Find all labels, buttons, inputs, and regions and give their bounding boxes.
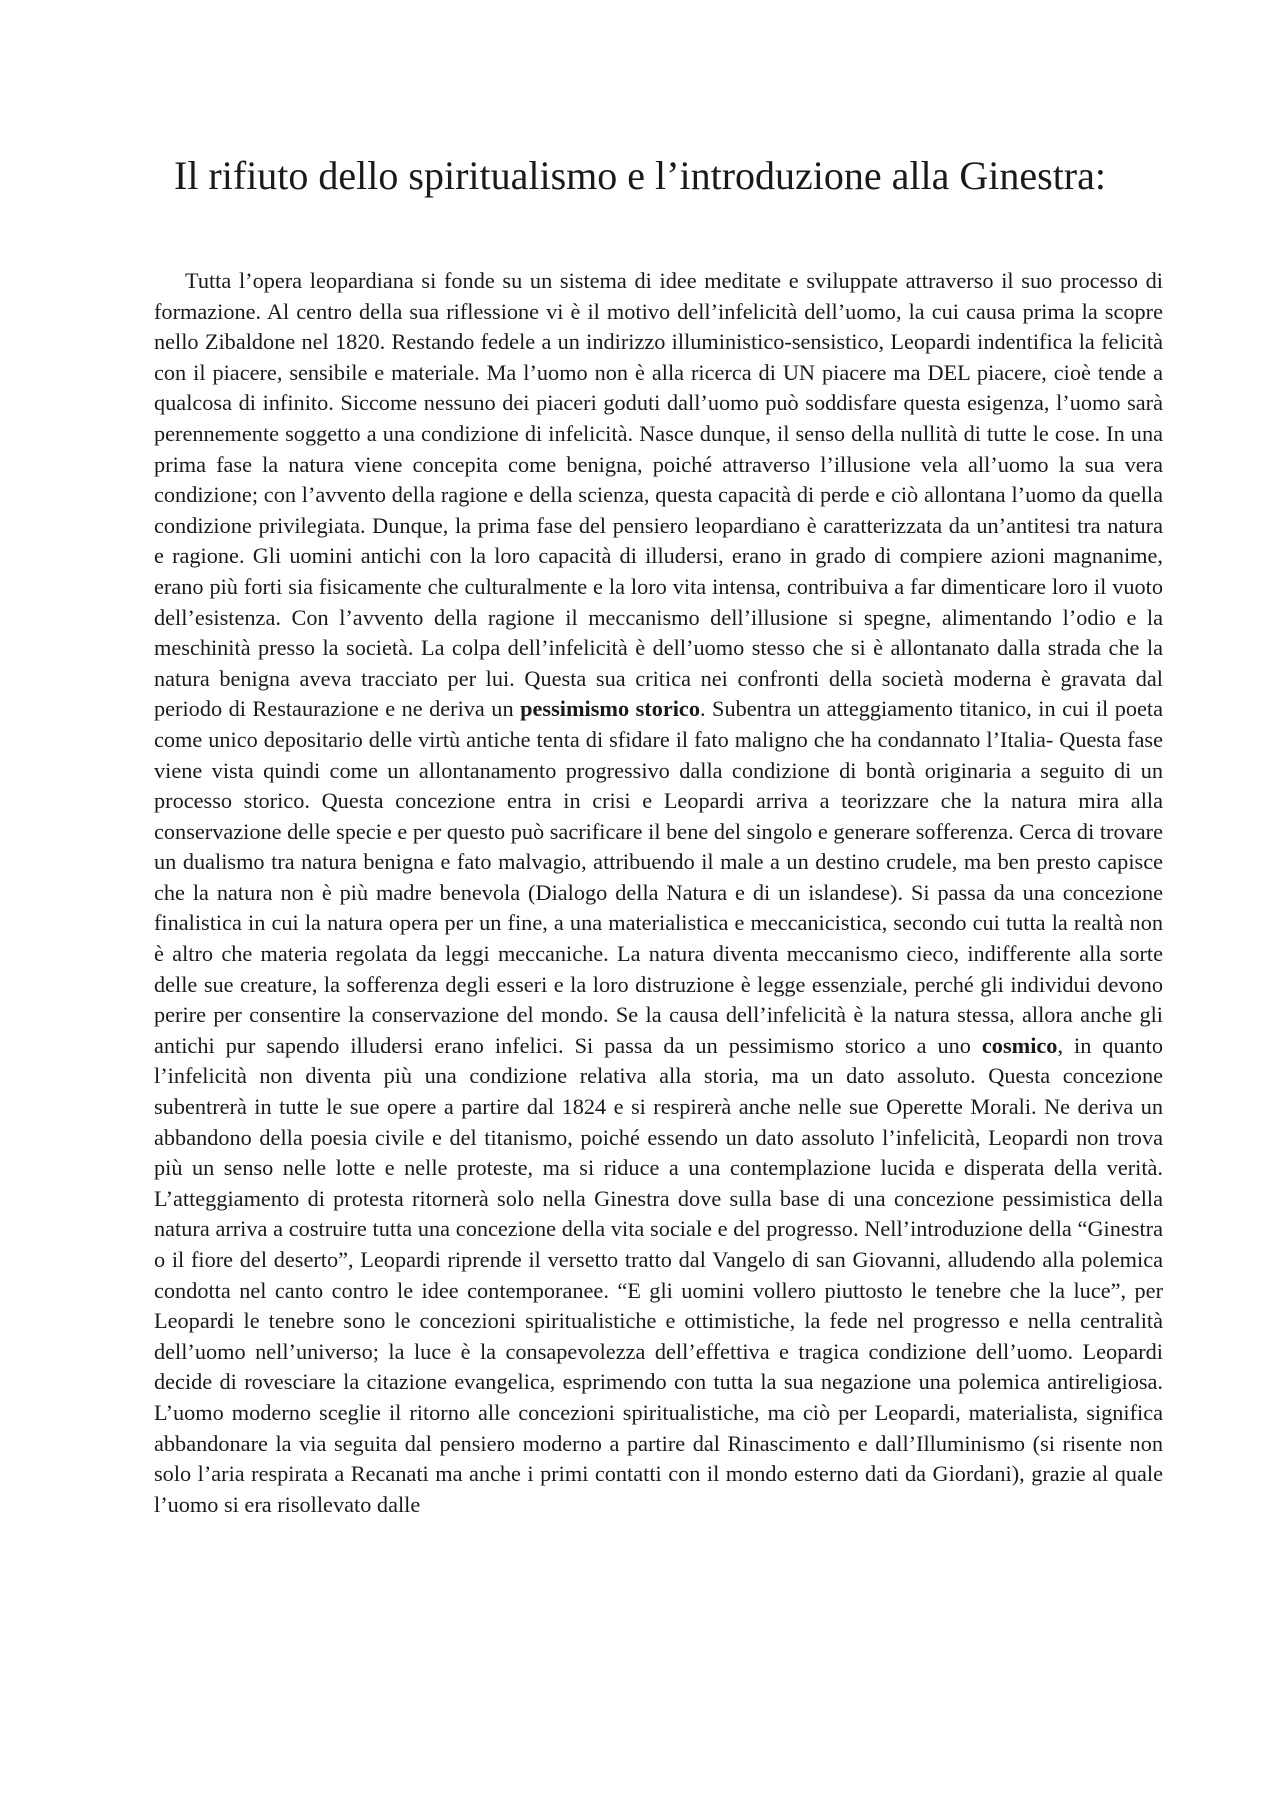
paragraph-text-part-1: Tutta l’opera leopardiana si fonde su un sistema di idee meditate e sviluppate attraverso il suo processo di formazione. Al centro della sua riflessione vi è il motivo dell’infelicità dell’uomo, la cui causa prima la scopre nello Zibaldone nel 1820. Restando fedele a un indirizzo illuministico-sensistico, Leopardi indentifica la felicità con il piacere, sensibile e materiale. Ma l’uomo non è alla ricerca di UN piacere ma DEL piacere, cioè tende a qualcosa di infinito. Siccome nessuno dei piaceri goduti dall’uomo può soddisfare questa esigenza, l’uomo sarà perennemente soggetto a una condizione di infelicità. Nasce dunque, il senso della nullità di tutte le cose. In una prima fase la natura viene concepita come benigna, poiché attraverso l’illusione vela all’uomo la sua vera condizione; con l’avvento della ragione e della scienza, questa capacità di perde e ciò allontana l’uomo da quella condizione privilegiata. Dunque, la prima fase del pensiero leopardiano è caratterizzata da un’antitesi tra natura e ragione. Gli uomini antichi con la loro capacità di illudersi, erano in grado di compiere azioni magnanime, erano più forti sia fisicamente che culturalmente e la loro vita intensa, contribuiva a far dimenticare loro il vuoto dell’esistenza. Con l’avvento della ragione il meccanismo dell’illusione si spegne, alimentando l’odio e la meschinità presso la società. La colpa dell’infelicità è dell’uomo stesso che si è allontanato dalla strada che la natura benigna aveva tracciato per lui. Questa sua critica nei confronti della società moderna è gravata dal periodo di Restaurazione e ne deriva un: [154, 268, 1163, 722]
bold-term-pessimismo-storico: pessimismo storico: [520, 696, 700, 722]
bold-term-cosmico: cosmico: [981, 1032, 1058, 1058]
body-paragraph: [154, 266, 1163, 1520]
page-title: Il rifiuto dello spiritualismo e l’introduzione alla Ginestra:: [174, 153, 1106, 198]
paragraph-text-part-2: . Subentra un atteggiamento titanico, in cui il poeta come unico depositario delle virtù antiche tenta di sfidare il fato maligno che ha condannato l’Italia- Questa fase viene vista quindi come un allontanamento progressivo dalla condizione di bontà originaria a seguito di un processo storico. Questa concezione entra in crisi e Leopardi arriva a teorizzare che la natura mira alla conservazione delle specie e per questo può sacrificare il bene del singolo e generare sofferenza. Cerca di trovare un dualismo tra natura benigna e fato malvagio, attribuendo il male a un destino crudele, ma ben presto capisce che la natura non è più madre benevola (Dialogo della Natura e di un islandese). Si passa da una concezione finalistica in cui la natura opera per un fine, a una materialistica e meccanicistica, secondo cui tutta la realtà non è altro che materia regolata da leggi meccaniche. La natura diventa meccanismo cieco, indifferente alla sorte delle sue creature, la sofferenza degli esseri e la loro distruzione è legge essenziale, perché gli individui devono perire per consentire la conservazione del mondo. Se la causa dell’infelicità è la natura stessa, allora anche gli antichi pur sapendo illudersi erano infelici. Si passa da un pessimismo storico a uno: [154, 696, 1163, 1058]
paragraph-text-part-3: , in quanto l’infelicità non diventa più una condizione relativa alla storia, ma un dato assoluto. Questa concezione subentrerà in tutte le sue opere a partire dal 1824 e si respirerà anche nelle sue Operette Morali. Ne deriva un abbandono della poesia civile e del titanismo, poiché essendo un dato assoluto l’infelicità, Leopardi non trova più un senso nelle lotte e nelle proteste, ma si riduce a una contemplazione lucida e disperata della verità. L’atteggiamento di protesta ritornerà solo nella Ginestra dove sulla base di una concezione pessimistica della natura arriva a costruire tutta una concezione della vita sociale e del progresso. Nell’introduzione della “Ginestra o il fiore del deserto”, Leopardi riprende il versetto tratto dal Vangelo di san Giovanni, alludendo alla polemica condotta nel canto contro le idee contemporanee. “E gli uomini vollero piuttosto le tenebre che la luce”, per Leopardi le tenebre sono le concezioni spiritualistiche e ottimistiche, la fede nel progresso e nella centralità dell’uomo nell’universo; la luce è la consapevolezza dell’effettiva e tragica condizione dell’uomo. Leopardi decide di rovesciare la citazione evangelica, esprimendo con tutta la sua negazione una polemica antireligiosa. L’uomo moderno sceglie il ritorno alle concezioni spiritualistiche, ma ciò per Leopardi, materialista, significa abbandonare la via seguita dal pensiero moderno a partire dal Rinascimento e dall’Illuminismo (si risente non solo l’aria respirata a Recanati ma anche i primi contatti con il mondo esterno dati da Giordani), grazie al quale l’uomo si era risollevato dalle: [154, 1032, 1163, 1517]
